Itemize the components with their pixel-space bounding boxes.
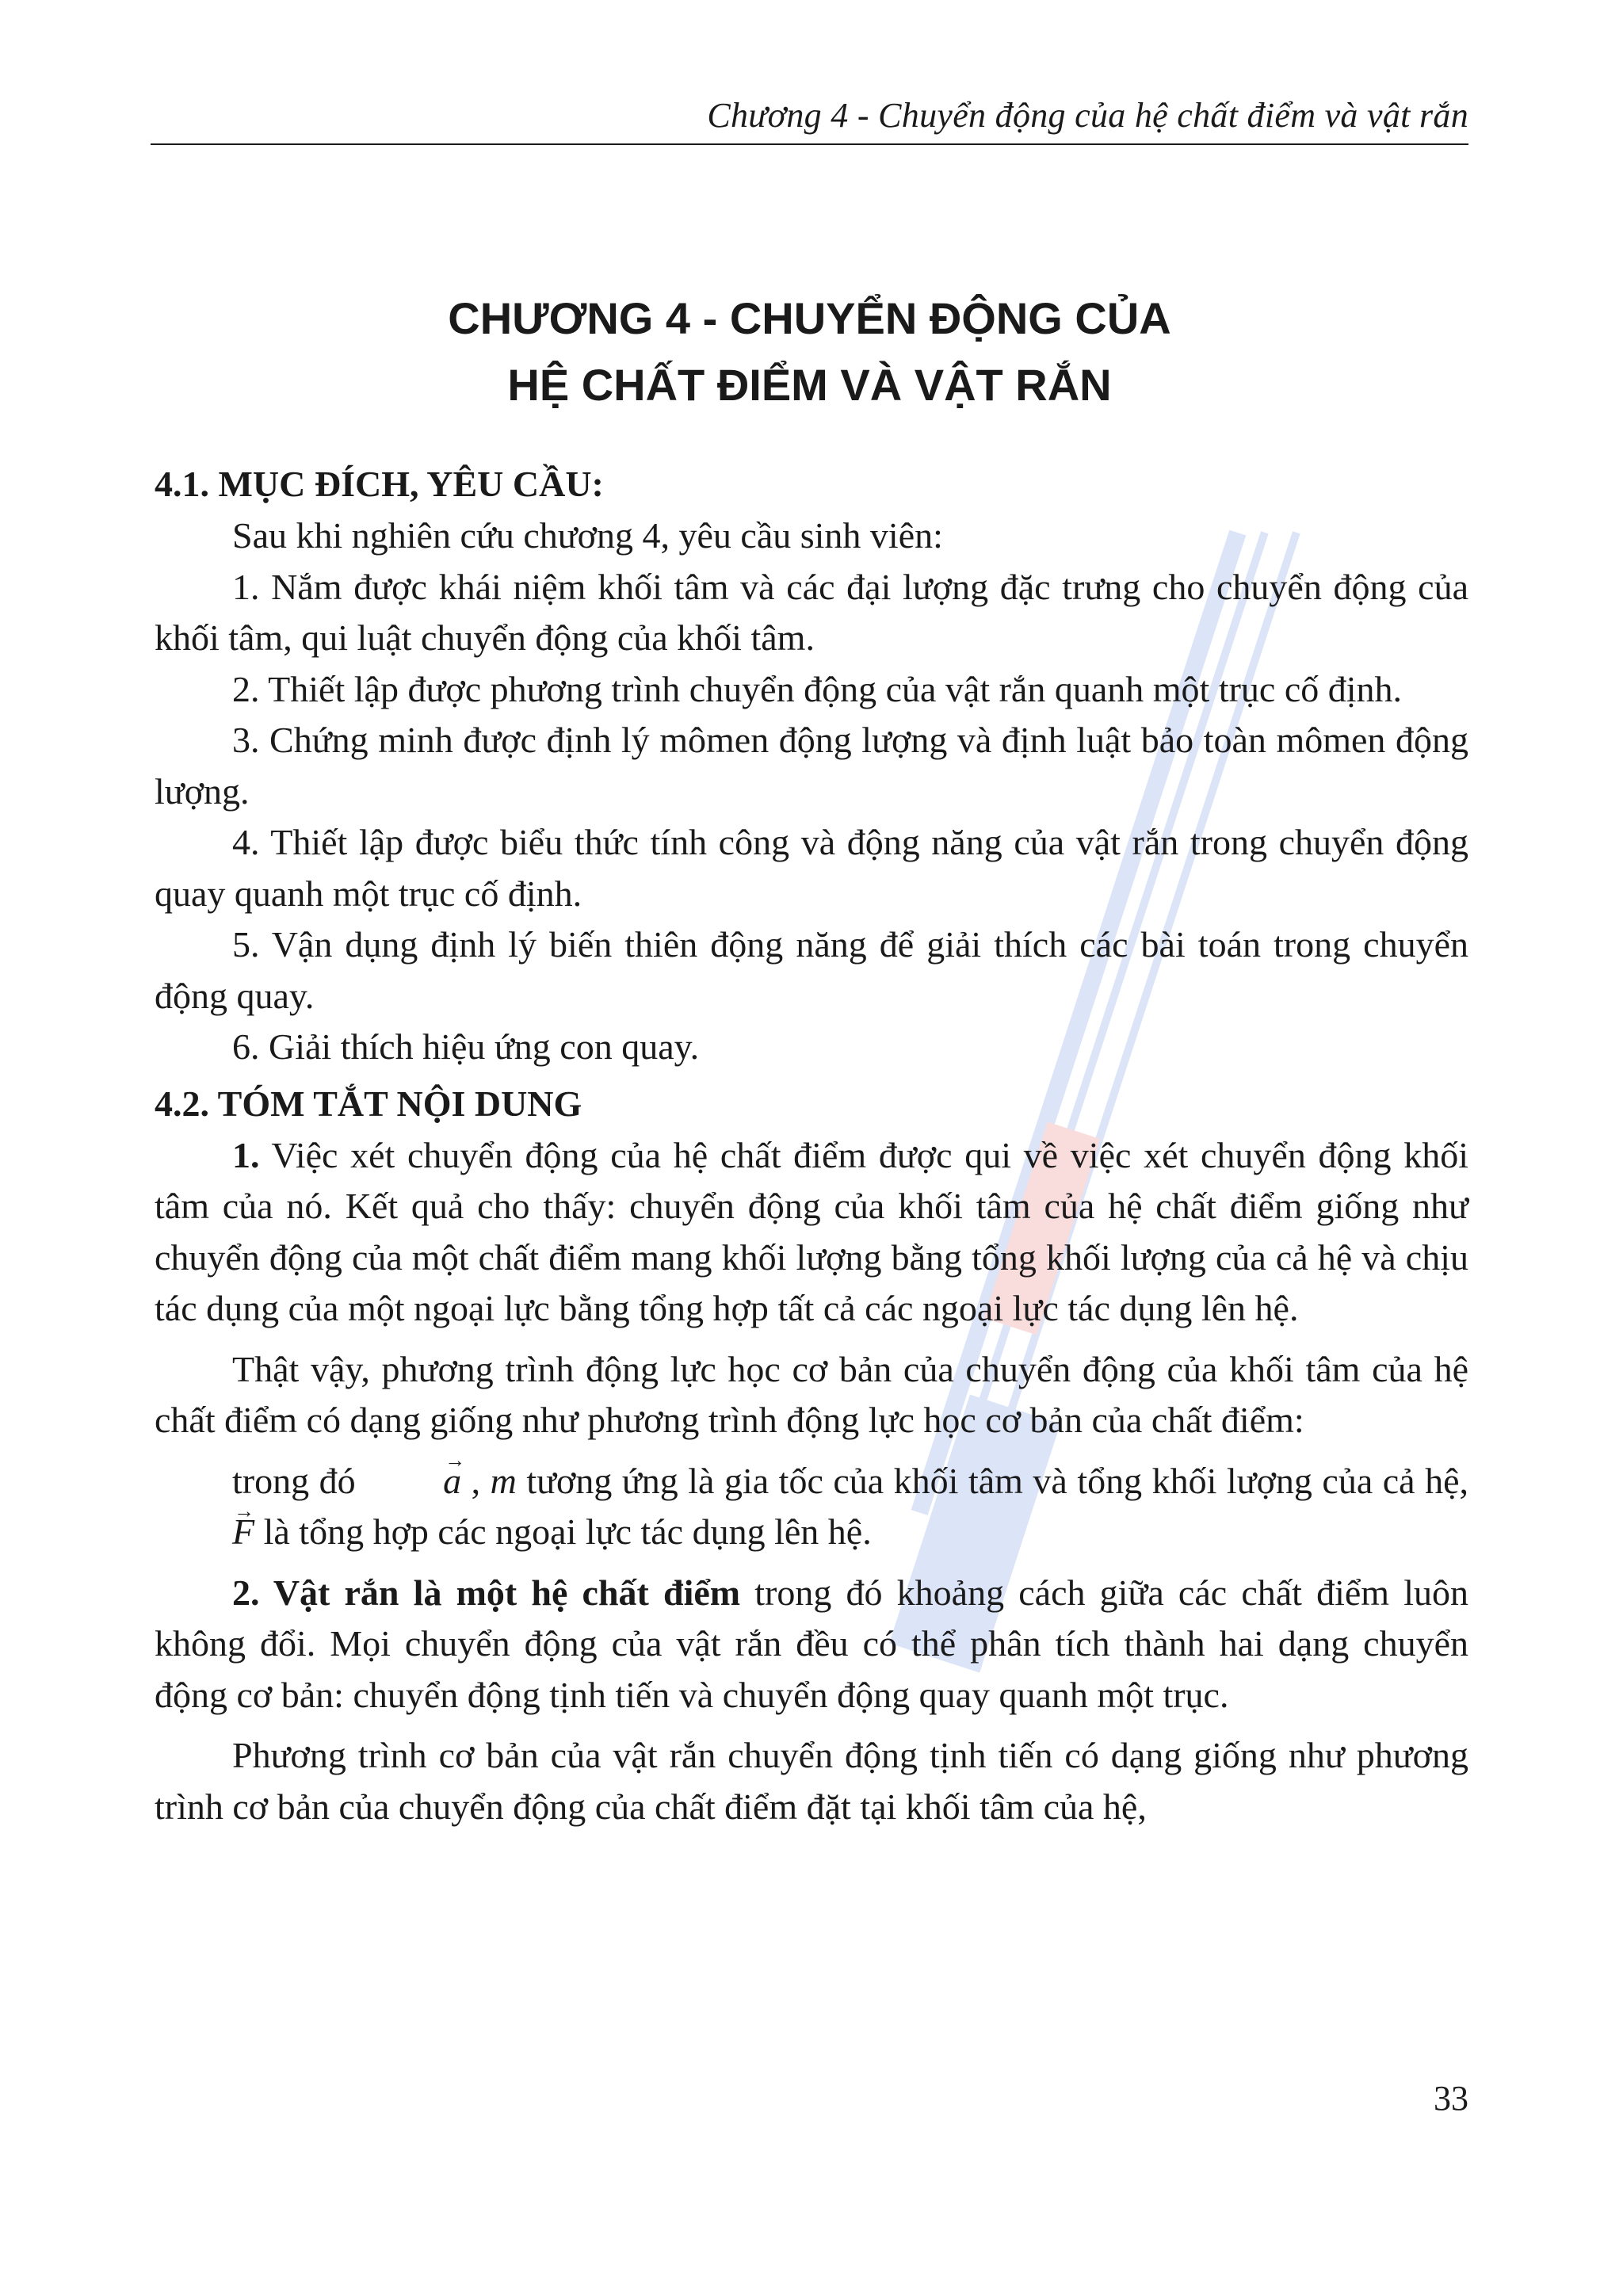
objective-item-4: 4. Thiết lập được biểu thức tính công và động năng của vật rắn trong chuyển động quay quanh một trục cố định. — [155, 822, 1468, 914]
objectives-intro: Sau khi nghiên cứu chương 4, yêu cầu sinh viên: — [232, 515, 943, 556]
definition-text-1: trong đó — [232, 1460, 366, 1501]
objective-item-1: 1. Nắm được khái niệm khối tâm và các đại lượng đặc trưng cho chuyển động của khối tâm, qui luật chuyển động của khối tâm. — [155, 566, 1468, 658]
running-header: Chương 4 - Chuyển động của hệ chất điểm và vật rắn — [707, 96, 1468, 135]
objective-item-3: 3. Chứng minh được định lý mômen động lượng và định luật bảo toàn mômen động lượng. — [155, 720, 1468, 812]
paragraph-rigid-body — [155, 1568, 1468, 1721]
mass-symbol: m — [490, 1460, 517, 1501]
definition-text-3: tương ứng là gia tốc của khối tâm và tổng khối lượng của cả hệ, — [516, 1460, 1468, 1501]
paragraph-translation: Phương trình cơ bản của vật rắn chuyển động tịnh tiến có dạng giống như phương trình cơ bản của chuyển động của chất điểm đặt tại khối tâm của hệ, — [155, 1735, 1468, 1827]
paragraph-center-of-mass — [155, 1130, 1468, 1335]
chapter-title — [151, 285, 1468, 418]
definition-text-2: , — [461, 1460, 491, 1501]
acceleration-vector-symbol: → a — [365, 1456, 461, 1507]
header-rule — [151, 143, 1468, 145]
main-content — [155, 458, 1468, 1832]
objective-item-6: 6. Giải thích hiệu ứng con quay. — [232, 1026, 700, 1067]
page-number: 33 — [1434, 2079, 1468, 2118]
paragraph-number: 1. — [232, 1134, 260, 1175]
rigid-body-lead: 2. Vật rắn là một hệ chất điểm — [232, 1572, 741, 1613]
definition-text-4: là tổng hợp các ngoại lực tác dụng lên hệ. — [254, 1511, 872, 1552]
chapter-title-line-1: CHƯƠNG 4 - CHUYỂN ĐỘNG CỦA — [448, 293, 1171, 343]
force-vector-symbol: → F — [155, 1507, 254, 1558]
paragraph-equation-intro: Thật vậy, phương trình động lực học cơ bản của chuyển động của khối tâm của hệ chất điểm có dạng giống như phương trình động lực học cơ bản của chất điểm: — [155, 1348, 1468, 1440]
section-heading-4-1: 4.1. MỤC ĐÍCH, YÊU CẦU: — [155, 464, 604, 504]
objective-item-5: 5. Vận dụng định lý biến thiên động năng để giải thích các bài toán trong chuyển động quay. — [155, 924, 1468, 1016]
rigid-body-text: trong đó khoảng cách giữa các chất điểm luôn không đổi. Mọi chuyển động của vật rắn đều có thể phân tích thành hai dạng chuyển động cơ bản: chuyển động tịnh tiến và chuyển động quay quanh một trục. — [155, 1572, 1468, 1715]
objective-item-2: 2. Thiết lập được phương trình chuyển động của vật rắn quanh một trục cố định. — [232, 668, 1403, 709]
paragraph-text: Việc xét chuyển động của hệ chất điểm được qui về việc xét chuyển động khối tâm của nó. Kết quả cho thấy: chuyển động của khối tâm của hệ chất điểm giống như chuyển động của một chất điểm mang khối lượng bằng tổng khối lượng của cả hệ và chịu tác dụng của một ngoại lực bằng tổng hợp tất cả các ngoại lực tác dụng lên hệ. — [155, 1134, 1468, 1328]
paragraph-symbol-definitions — [155, 1456, 1468, 1558]
section-heading-4-2: 4.2. TÓM TẮT NỘI DUNG — [155, 1083, 582, 1124]
chapter-title-line-2: HỆ CHẤT ĐIỂM VÀ VẬT RẮN — [507, 360, 1112, 410]
